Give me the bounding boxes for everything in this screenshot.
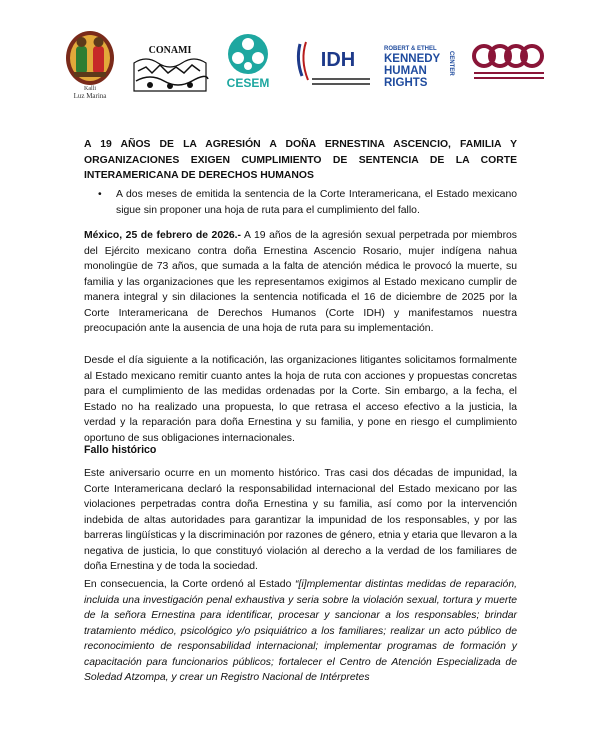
luz-marina-text: Luz Marina (73, 92, 107, 100)
rfk-human-rights-logo (383, 43, 453, 93)
rfk-line3: HUMAN (384, 65, 427, 77)
rfk-line2: KENNEDY (384, 53, 441, 65)
logo-header (0, 0, 600, 110)
paragraph-4-quote: “[i]mplementar distintas medidas de reparación, incluida una investigación penal exhaustiva y seria sobre la violación sexual, tortura y muerte de la señora Ernestina para identificar, procesar y sancionar a los responsables; brindar tratamiento médico, psicológico y/o psiquiátrico a los familiares; realizar un acto público de reconocimiento de responsabilidad internacional; implementar programas de formación y capacitación para funcionarios públicos; fortalecer el Centro de Atención Especializada de Soledad Atzompa, y crear un Registro Nacional de Intérpretes (84, 579, 517, 683)
idh-logo (292, 36, 374, 92)
page-title: A 19 AÑOS DE LA AGRESIÓN A DOÑA ERNESTINA ASCENCIO, FAMILIA Y ORGANIZACIONES EXIGEN CUMPLIMIENTO DE SENTENCIA DE LA CORTE INTERAMERICANA DE DERECHOS HUMANOS (84, 139, 517, 181)
conami-text: CONAMI (148, 45, 192, 56)
kalli-luz-marina-logo (62, 28, 118, 100)
kalli-text: Kalli (84, 86, 96, 92)
bullet-item (84, 187, 517, 218)
bullet-text: A dos meses de emitida la sentencia de la Corte Interamericana, el Estado mexicano sigue sin proponer una hoja de ruta para el cumplimiento del fallo. (116, 189, 517, 216)
paragraph-2: Desde el día siguiente a la notificación, las organizaciones litigantes solicitamos formalmente al Estado mexicano remitir cuanto antes la hoja de ruta con acciones y propuestas concretas para el cumplimiento de las medidas ordenadas por la Corte. Sin embargo, a la fecha, el Estado no ha realizado una propuesta, lo que retrasa el acceso efectivo a la justicia, la verdad y la reparación para doña Ernestina y su familia, y pone en riesgo el cumplimiento oportuno de sus obligaciones internacionales. (84, 355, 517, 444)
dateline: México, 25 de febrero de 2026.- (84, 230, 242, 241)
paragraph-4 (84, 577, 517, 686)
paragraph-3: Este aniversario ocurre en un momento histórico. Tras casi dos décadas de impunidad, la Corte Interamericana declaró la responsabilidad internacional del Estado mexicano por las violaciones perpetradas contra doña Ernestina y su familia, así como por la intervención indebida de altas autoridades para garantizar la impunidad de los responsables, y por las barreras lingüísticas y la discriminación por razones de género, etnia y etaria que llevaron a la negativa de justicia, lo que constituyó violación al derecho a la verdad de los familiares de doña Ernestina y de toda la sociedad. (84, 468, 517, 572)
conami-logo (130, 43, 210, 95)
idh-text: IDH (320, 49, 356, 71)
rfk-line5: CENTER (448, 51, 454, 76)
paragraph-1-text: A 19 años de la agresión sexual perpetrada por miembros del Ejército mexicano contra doña Ernestina Ascencio Rosario, mujer indígena nahua monolingüe de 73 años, que sumada a la falta de atención médica le provocó la muerte, su familia y las organizaciones que les representamos exigimos al Estado mexicano cumplir de manera integral y sin dilaciones la sentencia notificada el 16 de diciembre de 2025 por la Corte Interamericana de Derechos Humanos (Corte IDH) y manifestamos nuestra preocupación ante la ausencia de una hoja de ruta para su implementación. (84, 230, 517, 334)
bullet-icon: • (98, 189, 102, 200)
paragraph-4-lead: En consecuencia, la Corte ordenó al Estado (84, 579, 296, 590)
cesem-text: CESEM (226, 76, 270, 90)
circles-logo (472, 38, 548, 86)
paragraph-1 (84, 228, 517, 337)
rfk-line4: RIGHTS (384, 77, 428, 89)
cesem-logo (223, 32, 273, 90)
rfk-line1: ROBERT & ETHEL (384, 46, 437, 52)
section-heading: Fallo histórico (84, 444, 157, 456)
